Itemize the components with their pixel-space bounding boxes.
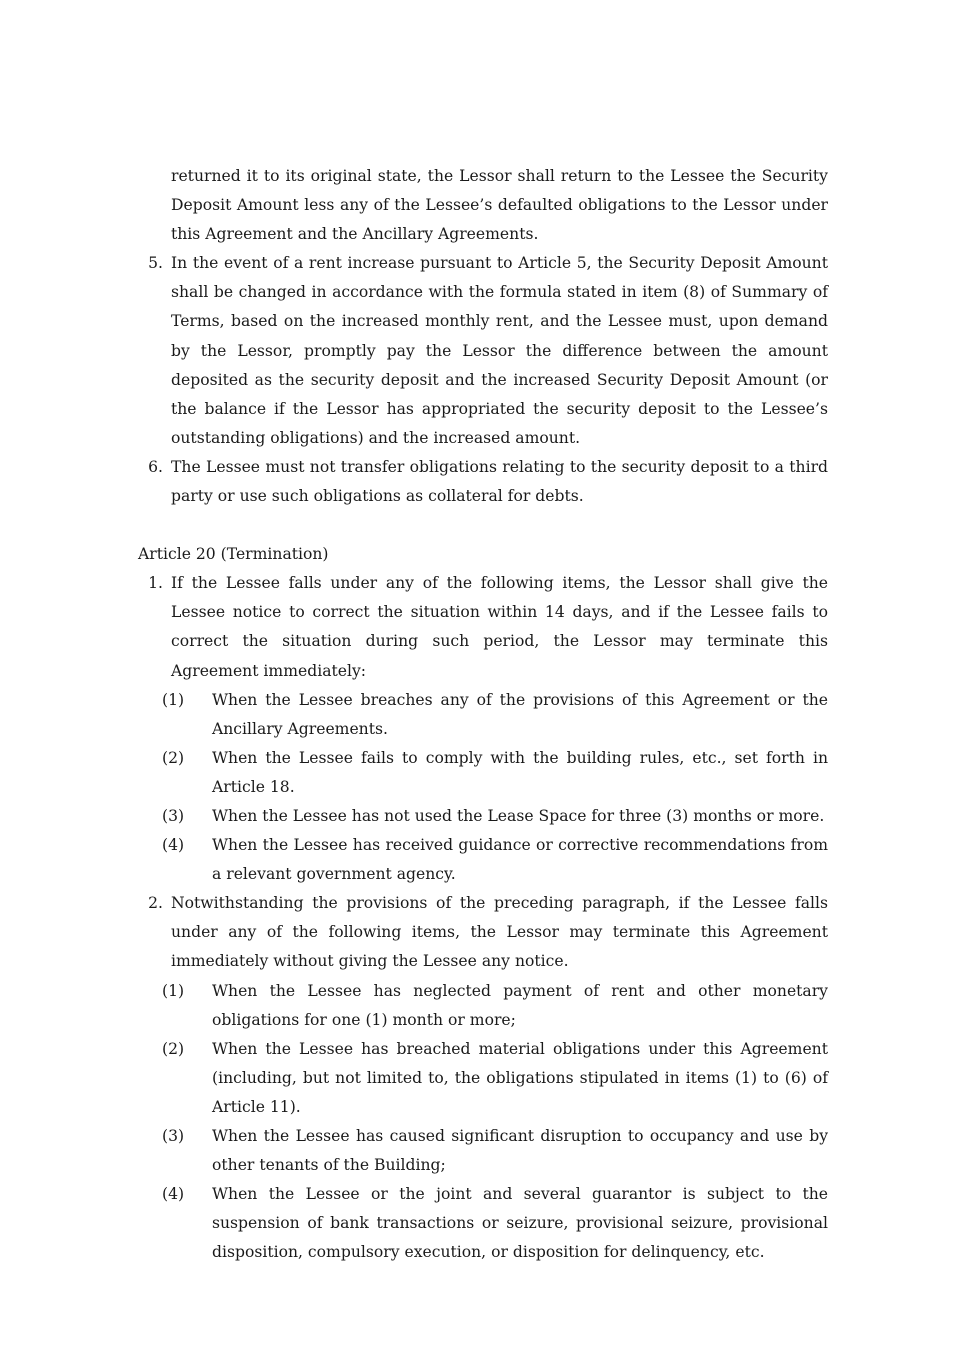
article19-paragraph-5 [138, 249, 828, 453]
item-label: (1) [162, 690, 185, 709]
item-label: (4) [162, 1185, 185, 1204]
paragraph-number: 6. [148, 457, 163, 476]
list-item [162, 831, 828, 889]
list-item [162, 686, 828, 744]
list-item [162, 1180, 828, 1267]
item-text: When the Lessee or the joint and several guarantor is subject to the suspension of bank transactions or seizure, provisional seizure, provisional disposition, compulsory execution, or disposition for delinquency, etc. [212, 1185, 828, 1262]
item-text: When the Lessee has caused significant disruption to occupancy and use by other tenants of the Building; [212, 1127, 828, 1175]
article20-paragraph-2 [138, 889, 828, 976]
item-label: (3) [162, 1127, 185, 1145]
item-label: (3) [162, 806, 185, 825]
list-item [162, 744, 828, 802]
document-body [138, 162, 828, 1267]
article20-heading: Article 20 (Termination) [138, 545, 329, 564]
item-text: When the Lessee has neglected payment of rent and other monetary obligations for one (1) month or more; [212, 981, 828, 1029]
item-label: (1) [162, 981, 185, 1000]
list-item [162, 802, 828, 831]
item-label: (2) [162, 748, 185, 767]
list-item [162, 977, 828, 1035]
item-text: When the Lessee breaches any of the provisions of this Agreement or the Ancillary Agreements. [212, 690, 828, 738]
paragraph-text: Notwithstanding the provisions of the preceding paragraph, if the Lessee falls under any of the following items, the Lessor may terminate this Agreement immediately without giving the Lessee any notice. [171, 894, 828, 971]
paragraph-text: The Lessee must not transfer obligations relating to the security deposit to a third party or use such obligations as collateral for debts. [171, 457, 828, 506]
paragraph-number: 2. [148, 894, 163, 913]
paragraph-number: 1. [148, 574, 163, 593]
item-label: (2) [162, 1039, 185, 1058]
article20-paragraph-1 [138, 569, 828, 685]
list-item [162, 1122, 828, 1180]
continuation-paragraph: returned it to its original state, the Lessor shall return to the Lessee the Security Deposit Amount less any of the Lessee’s defaulted obligations to the Lessor under this Agreement and the Ancillary Agreements. [171, 167, 828, 244]
article19-paragraph-6 [138, 453, 828, 511]
item-text: When the Lessee has breached material obligations under this Agreement (including, but not limited to, the obligations stipulated in items (1) to (6) of Article 11). [212, 1039, 828, 1116]
item-text: When the Lessee has not used the Lease Space for three (3) months or more. [212, 806, 825, 825]
item-label: (4) [162, 836, 185, 855]
paragraph-text: In the event of a rent increase pursuant to Article 5, the Security Deposit Amount shall be changed in accordance with the formula stated in item (8) of Summary of Terms, based on the increased monthly rent, and the Lessee must, upon demand by the Lessor, promptly pay the Lessor the difference between the amount deposited as the security deposit and the increased Security Deposit Amount (or the balance if the Lessor has appropriated the security deposit to the Lessee’s outstanding obligations) and the increased amount. [171, 254, 828, 447]
item-text: When the Lessee fails to comply with the building rules, etc., set forth in Article 18. [212, 748, 828, 796]
paragraph-number: 5. [148, 254, 163, 273]
list-item [162, 1035, 828, 1122]
item-text: When the Lessee has received guidance or corrective recommendations from a relevant government agency. [212, 836, 828, 884]
paragraph-text: If the Lessee falls under any of the following items, the Lessor shall give the Lessee notice to correct the situation within 14 days, and if the Lessee fails to correct the situation during such period, the Lessor may terminate this Agreement immediately: [171, 574, 828, 680]
